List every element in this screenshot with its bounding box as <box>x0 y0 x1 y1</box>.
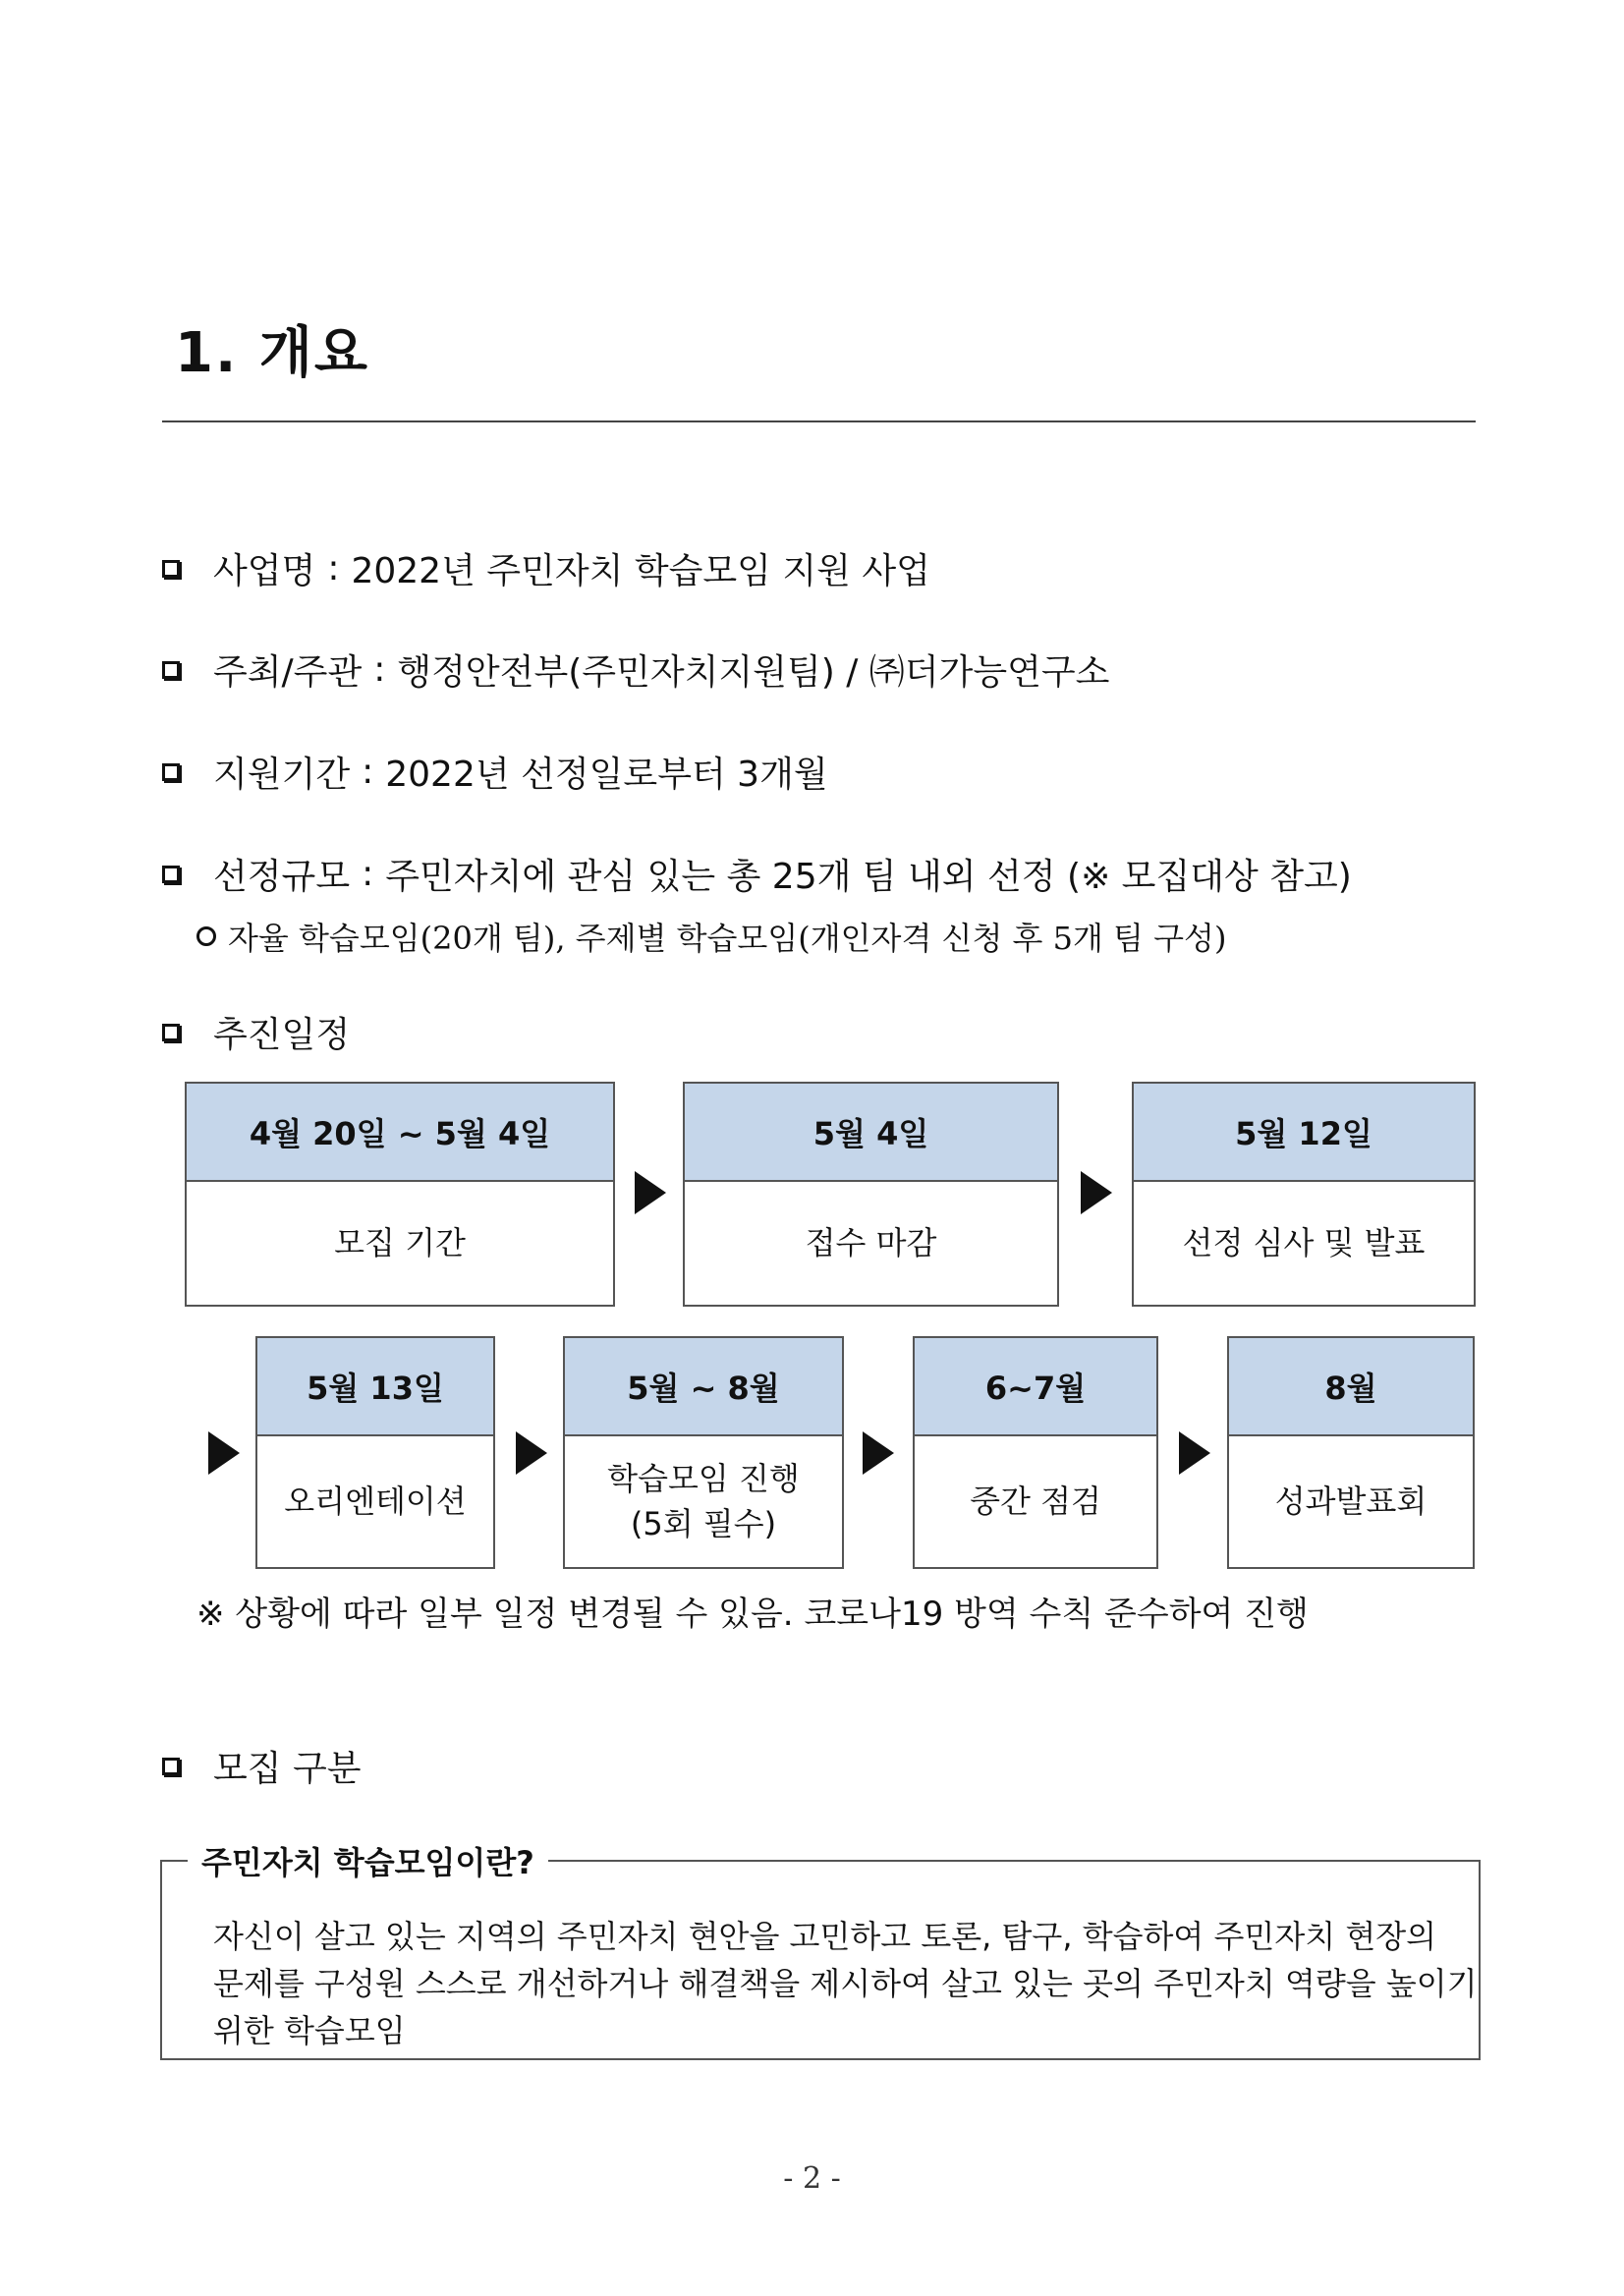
overview-item-organizer <box>162 644 1109 695</box>
overview-label: 선정규모 <box>213 857 351 897</box>
square-bullet-icon <box>162 560 180 578</box>
schedule-step-1 <box>185 1082 615 1307</box>
overview-value: 2022년 선정일로부터 3개월 <box>385 755 828 795</box>
arrow-right-icon <box>1081 1171 1112 1214</box>
colon: : <box>327 548 340 588</box>
step-task <box>685 1180 1057 1305</box>
step-task-line: (5회 필수) <box>630 1504 777 1542</box>
arrow-right-icon <box>863 1431 894 1475</box>
step-task <box>257 1434 493 1567</box>
definition-line: 문제를 구성원 스스로 개선하거나 해결책을 제시하여 살고 있는 곳의 주민자치 역량을 높이기 <box>213 1965 1478 2002</box>
step-task-line: 접수 마감 <box>805 1223 937 1261</box>
step-date: 4월 20일 ~ 5월 4일 <box>187 1084 613 1182</box>
step-task <box>915 1434 1156 1567</box>
schedule-heading <box>162 1007 350 1057</box>
recruit-heading-text: 모집 구분 <box>213 1749 362 1789</box>
schedule-note: ※ 상황에 따라 일부 일정 변경될 수 있음. 코로나19 방역 수칙 준수하여 진행 <box>196 1595 1309 1634</box>
overview-label: 지원기간 <box>213 755 351 795</box>
step-date: 8월 <box>1229 1338 1473 1436</box>
selection-sub-item <box>196 914 1226 959</box>
square-bullet-icon <box>162 661 180 679</box>
step-date: 5월 13일 <box>257 1338 493 1436</box>
step-task-line: 성과발표회 <box>1274 1482 1428 1520</box>
selection-sub-text: 자율 학습모임(20개 팀), 주제별 학습모임(개인자격 신청 후 5개 팀 구성) <box>228 920 1227 957</box>
step-task-line: 중간 점검 <box>970 1482 1101 1520</box>
step-task-line: 학습모임 진행 <box>607 1459 800 1497</box>
step-task-line: 선정 심사 및 발표 <box>1182 1223 1426 1261</box>
page-number: - 2 - <box>783 2161 841 2196</box>
overview-value: 주민자치에 관심 있는 총 25개 팀 내외 선정 (※ 모집대상 참고) <box>385 857 1352 897</box>
definition-box <box>160 1844 1481 2060</box>
overview-item-project-name <box>162 543 930 593</box>
definition-line: 자신이 살고 있는 지역의 주민자치 현안을 고민하고 토론, 탐구, 학습하여 주민자치 현장의 <box>213 1918 1437 1955</box>
arrow-right-icon <box>516 1431 547 1475</box>
step-date: 5월 ~ 8월 <box>565 1338 842 1436</box>
square-bullet-icon <box>162 1758 180 1775</box>
arrow-right-icon <box>1179 1431 1210 1475</box>
overview-item-scale <box>162 849 1352 899</box>
colon: : <box>362 854 374 894</box>
step-task-line: 오리엔테이션 <box>284 1482 467 1520</box>
square-bullet-icon <box>162 763 180 781</box>
step-task <box>1229 1434 1473 1567</box>
square-bullet-icon <box>162 1024 180 1041</box>
overview-item-period <box>162 747 828 797</box>
schedule-heading-text: 추진일정 <box>213 1015 351 1055</box>
definition-box-title: 주민자치 학습모임이란? <box>188 1838 548 1883</box>
step-task <box>565 1434 842 1567</box>
title-divider <box>162 420 1476 422</box>
schedule-step-5 <box>563 1336 844 1569</box>
section-title: 1. 개요 <box>175 321 369 385</box>
definition-line: 위한 학습모임 <box>213 2012 406 2049</box>
step-task <box>187 1180 613 1305</box>
definition-box-body <box>213 1913 1478 2054</box>
overview-value: 2022년 주민자치 학습모임 지원 사업 <box>351 551 930 591</box>
recruit-heading <box>162 1741 362 1791</box>
arrow-right-icon <box>208 1431 240 1475</box>
overview-label: 사업명 <box>213 551 316 591</box>
colon: : <box>373 649 386 690</box>
square-bullet-icon <box>162 866 180 883</box>
step-task-line: 모집 기간 <box>334 1223 466 1261</box>
arrow-right-icon <box>635 1171 666 1214</box>
colon: : <box>362 752 374 792</box>
step-date: 5월 12일 <box>1134 1084 1474 1182</box>
schedule-step-6 <box>913 1336 1158 1569</box>
overview-value: 행정안전부(주민자치지원팀) / ㈜더가능연구소 <box>397 652 1110 693</box>
overview-label: 주최/주관 <box>213 652 363 693</box>
circle-bullet-icon <box>196 926 216 946</box>
schedule-step-2 <box>683 1082 1059 1307</box>
schedule-step-4 <box>255 1336 495 1569</box>
schedule-step-3 <box>1132 1082 1476 1307</box>
step-date: 6~7월 <box>915 1338 1156 1436</box>
step-date: 5월 4일 <box>685 1084 1057 1182</box>
step-task <box>1134 1180 1474 1305</box>
schedule-step-7 <box>1227 1336 1475 1569</box>
